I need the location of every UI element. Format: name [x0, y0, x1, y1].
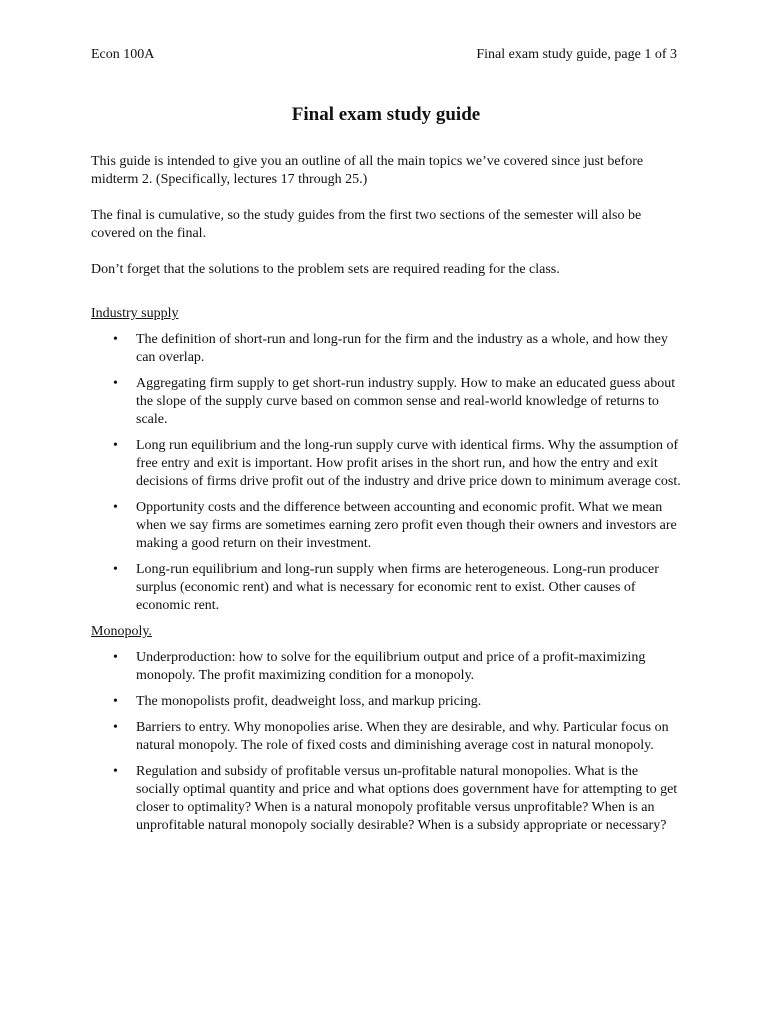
- list-item: [91, 561, 681, 615]
- bullet-icon: •: [113, 720, 118, 735]
- intro-paragraph: Don’t forget that the solutions to the problem sets are required reading for the class.: [91, 262, 560, 277]
- list-item: [91, 763, 681, 835]
- list-item-text: Long run equilibrium and the long-run supply curve with identical firms. Why the assumption of free entry and exit is important. How profit arises in the short run, and how the entry and exit decisions of firms drive profit out of the industry and drive price down to minimum average cost.: [136, 438, 681, 489]
- industry-supply-list: [91, 331, 681, 615]
- list-item-text: Barriers to entry. Why monopolies arise. When they are desirable, and why. Particular focus on natural monopoly. The role of fixed costs and diminishing average cost in natural monopoly.: [136, 720, 669, 753]
- bullet-icon: •: [113, 332, 118, 347]
- page-label: Final exam study guide, page 1 of 3: [476, 47, 677, 62]
- list-item-text: The monopolists profit, deadweight loss, and markup pricing.: [136, 694, 482, 709]
- bullet-icon: •: [113, 562, 118, 577]
- course-name: Econ 100A: [91, 47, 155, 62]
- list-item: [91, 499, 681, 553]
- section-heading-monopoly: Monopoly.: [91, 624, 152, 639]
- list-item-text: The definition of short-run and long-run for the firm and the industry as a whole, and how they can overlap.: [136, 332, 668, 365]
- monopoly-list: [91, 649, 681, 835]
- bullet-icon: •: [113, 376, 118, 391]
- bullet-icon: •: [113, 438, 118, 453]
- bullet-icon: •: [113, 500, 118, 515]
- bullet-icon: •: [113, 694, 118, 709]
- bullet-icon: •: [113, 650, 118, 665]
- list-item-text: Underproduction: how to solve for the equilibrium output and price of a profit-maximizing monopoly. The profit maximizing condition for a monopoly.: [136, 650, 646, 683]
- section-heading-industry-supply: Industry supply: [91, 306, 179, 321]
- intro-paragraph: The final is cumulative, so the study guides from the first two sections of the semester will also be covered on the final.: [91, 208, 642, 241]
- running-header: [91, 46, 677, 66]
- list-item: [91, 375, 681, 429]
- list-item: [91, 331, 681, 367]
- bullet-icon: •: [113, 764, 118, 779]
- list-item-text: Regulation and subsidy of profitable versus un-profitable natural monopolies. What is the socially optimal quantity and price and what options does government have for attempting to get closer to optimality? When is a natural monopoly profitable versus unprofitable? When is an unprofitable natural monopoly socially desirable? When is a subsidy appropriate or necessary?: [136, 764, 678, 833]
- list-item-text: Aggregating firm supply to get short-run industry supply. How to make an educated guess about the slope of the supply curve based on common sense and real-world knowledge of returns to scale.: [136, 376, 676, 427]
- list-item: [91, 649, 681, 685]
- document-body: [91, 103, 681, 843]
- list-item-text: Opportunity costs and the difference between accounting and economic profit. What we mean when we say firms are sometimes earning zero profit even though their owners and investors are making a good return on their investment.: [136, 500, 677, 551]
- intro-paragraph: This guide is intended to give you an outline of all the main topics we’ve covered since just before midterm 2. (Specifically, lectures 17 through 25.): [91, 154, 644, 187]
- list-item: [91, 719, 681, 755]
- list-item: [91, 437, 681, 491]
- list-item-text: Long-run equilibrium and long-run supply when firms are heterogeneous. Long-run producer surplus (economic rent) and what is necessary for economic rent to exist. Other causes of economic rent.: [136, 562, 659, 613]
- document-title: Final exam study guide: [291, 104, 481, 125]
- list-item: [91, 693, 681, 711]
